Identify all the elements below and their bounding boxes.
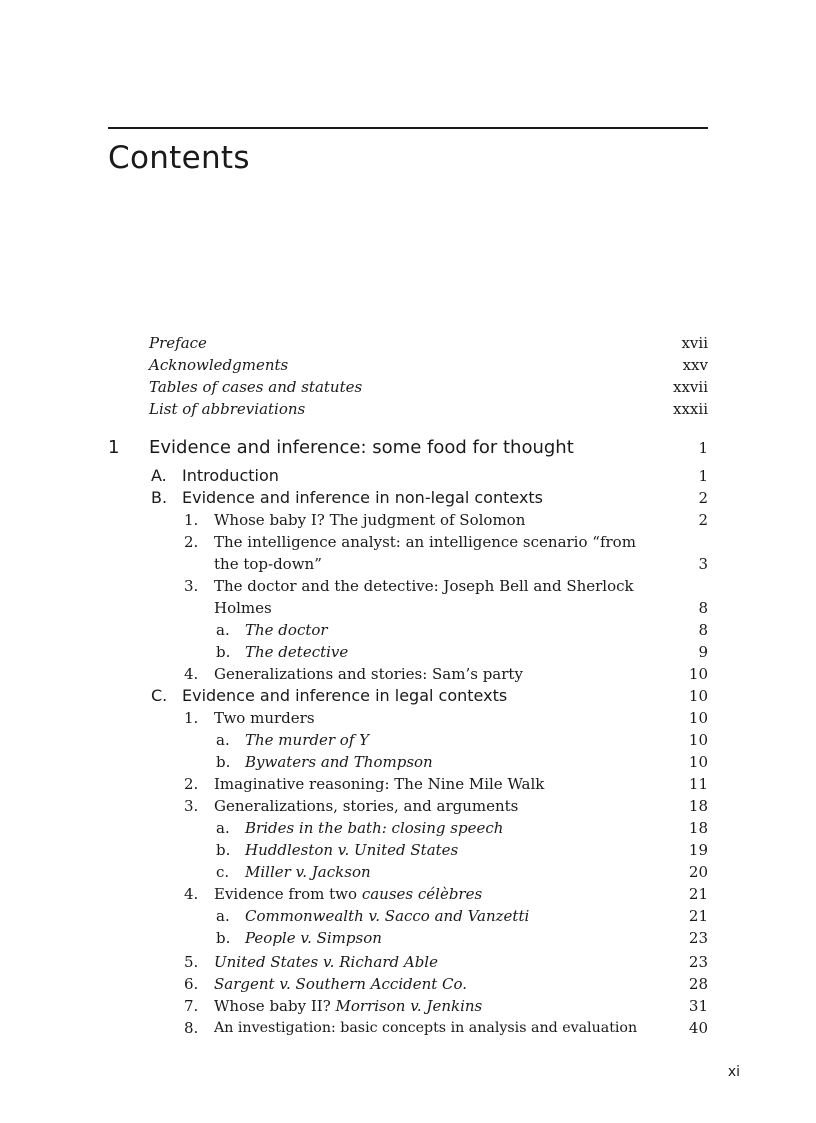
toc-entry-label: Preface [149,334,207,352]
chapter-title: Evidence and inference: some food for thought [149,437,574,458]
toc-page-number: 28 [688,975,708,993]
subitem-letter: b. [216,643,231,661]
toc-page-number: 8 [698,621,708,639]
toc-page-number: 11 [688,775,708,793]
section-number: B. [151,488,168,507]
subitem-letter: a. [216,819,230,837]
toc-subitem-b3a[interactable] [0,619,816,641]
item-number: 1. [184,511,199,529]
subitem-title: The doctor [245,621,328,639]
toc-section-a[interactable] [0,465,816,487]
toc-page-number: 18 [688,797,708,815]
toc-page-number: 21 [688,907,708,925]
toc-entry-tables-of-cases[interactable] [0,376,816,398]
section-number: C. [151,686,168,705]
toc-item-c7[interactable] [0,995,816,1017]
item-title [214,883,482,905]
toc-entry-preface[interactable] [0,332,816,354]
item-number: 3. [184,577,199,595]
item-number: 5. [184,953,199,971]
toc-page-number: 9 [698,643,708,661]
toc-item-c2[interactable] [0,773,816,795]
toc-item-c1[interactable] [0,707,816,729]
toc-section-c[interactable] [0,685,816,707]
item-number: 4. [184,885,199,903]
toc-page-number: 2 [698,489,708,507]
toc-subitem-c1a[interactable] [0,729,816,751]
toc-page-number: 8 [698,599,708,617]
toc-item-c5[interactable] [0,951,816,973]
toc-page-number: xvii [681,334,708,352]
toc-page-number: 19 [688,841,708,859]
toc-page-number: 10 [688,687,708,705]
toc-item-c6[interactable] [0,973,816,995]
subitem-letter: a. [216,621,230,639]
subitem-letter: b. [216,841,231,859]
item-title: the top-down” [214,555,322,573]
item-title-italic: causes célèbres [361,885,483,903]
toc-page-number: 1 [698,439,708,457]
toc-entry-label: List of abbreviations [149,400,306,418]
toc-entry-label: Acknowledgments [149,356,289,374]
subitem-letter: a. [216,731,230,749]
subitem-letter: b. [216,929,231,947]
section-title: Evidence and inference in non-legal contexts [182,488,544,507]
item-title: An investigation: basic concepts in analysis and evaluation [214,1020,638,1036]
toc-chapter-1[interactable] [0,437,816,459]
page-folio: xi [727,1064,740,1080]
subitem-title: Bywaters and Thompson [245,753,433,771]
toc-item-c4[interactable] [0,883,816,905]
item-title: The doctor and the detective: Joseph Bell and Sherlock [214,577,634,595]
item-title: Sargent v. Southern Accident Co. [214,975,468,993]
subitem-title: People v. Simpson [245,929,382,947]
toc-page-number: 1 [698,467,708,485]
toc-page-number: 3 [698,555,708,573]
item-title: Generalizations, stories, and arguments [214,797,519,815]
item-title: United States v. Richard Able [214,953,438,971]
subitem-title: The detective [245,643,349,661]
page-title: Contents [108,140,250,176]
item-title-plain: Evidence from two [214,885,362,903]
item-title: Whose baby I? The judgment of Solomon [214,511,526,529]
subitem-letter: a. [216,907,230,925]
subitem-letter: b. [216,753,231,771]
section-number: A. [151,466,167,485]
item-number: 3. [184,797,199,815]
subitem-title: The murder of Y [245,731,370,749]
toc-page-number: 18 [688,819,708,837]
toc-page-number: xxxii [673,400,708,418]
item-number: 2. [184,533,199,551]
section-title: Introduction [182,466,279,485]
toc-entry-label: Tables of cases and statutes [149,378,363,396]
item-title: Holmes [214,599,272,617]
toc-page-number: 20 [688,863,708,881]
item-number: 1. [184,709,199,727]
item-title: The intelligence analyst: an intelligence scenario “from [214,533,636,551]
toc-subitem-b3b[interactable] [0,641,816,663]
toc-page-number: xxvii [673,378,708,396]
toc-item-c3[interactable] [0,795,816,817]
item-number: 6. [184,975,199,993]
toc-subitem-c3a[interactable] [0,817,816,839]
item-title [214,995,482,1017]
item-title: Two murders [214,709,315,727]
subitem-title: Huddleston v. United States [245,841,459,859]
item-number: 8. [184,1019,199,1037]
item-number: 2. [184,775,199,793]
toc-item-b1[interactable] [0,509,816,531]
toc-item-b2[interactable] [0,531,816,553]
toc-page-number: 40 [688,1019,708,1037]
item-title: Imaginative reasoning: The Nine Mile Walk [214,775,545,793]
subitem-title: Commonwealth v. Sacco and Vanzetti [245,907,530,925]
toc-page-number: 2 [698,511,708,529]
toc-item-b3-continued[interactable] [0,597,816,619]
toc-page-number: 23 [688,953,708,971]
toc-page-number: xxv [682,356,708,374]
item-title-plain: Whose baby II? [214,997,336,1015]
item-number: 7. [184,997,199,1015]
subitem-letter: c. [216,863,230,881]
toc-entry-abbreviations[interactable] [0,398,816,420]
toc-page-number: 10 [688,665,708,683]
subitem-title: Brides in the bath: closing speech [245,819,504,837]
toc-subitem-c4b[interactable] [0,927,816,949]
toc-subitem-c4a[interactable] [0,905,816,927]
toc-subitem-c1b[interactable] [0,751,816,773]
toc-entry-acknowledgments[interactable] [0,354,816,376]
toc-page-number: 10 [688,731,708,749]
toc-section-b[interactable] [0,487,816,509]
toc-item-b2-continued[interactable] [0,553,816,575]
toc-page-number: 31 [688,997,708,1015]
toc-page-number: 10 [688,753,708,771]
subitem-title: Miller v. Jackson [245,863,371,881]
toc-page-number: 23 [688,929,708,947]
item-number: 4. [184,665,199,683]
heading-rule [108,127,708,129]
chapter-number: 1 [108,437,120,458]
section-title: Evidence and inference in legal contexts [182,686,508,705]
toc-item-b4[interactable] [0,663,816,685]
toc-subitem-c3c[interactable] [0,861,816,883]
toc-subitem-c3b[interactable] [0,839,816,861]
toc-item-c8[interactable] [0,1017,816,1039]
toc-page-number: 10 [688,709,708,727]
toc-item-b3[interactable] [0,575,816,597]
item-title: Generalizations and stories: Sam’s party [214,665,523,683]
item-title-italic: Morrison v. Jenkins [335,997,483,1015]
toc-page-number: 21 [688,885,708,903]
